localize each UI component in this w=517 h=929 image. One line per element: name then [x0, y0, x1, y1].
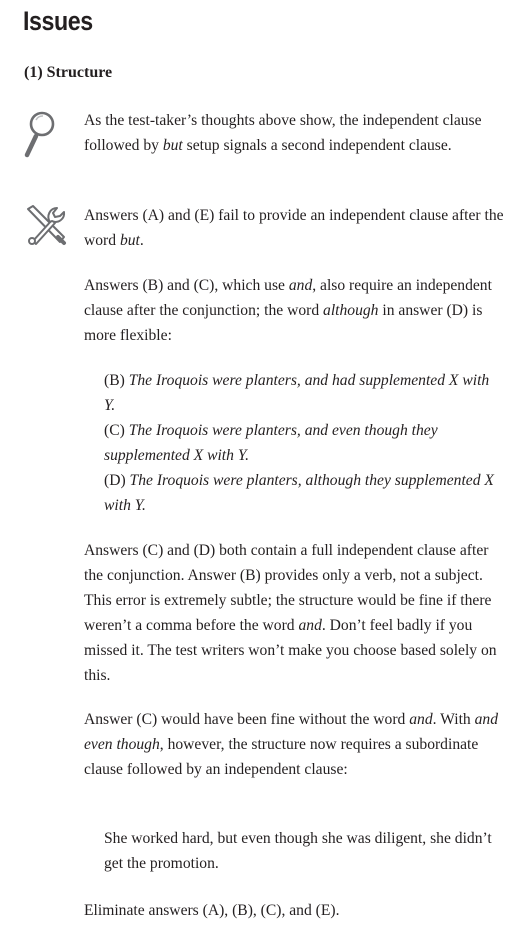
example-sentence: She worked hard, but even though she was diligent, she didn’t get the promotion.	[104, 830, 492, 872]
paragraph-eliminate-a-e: Answers (A) and (E) fail to provide an independent clause after the word but.	[84, 207, 504, 249]
tools-icon	[24, 203, 68, 247]
answer-options-list	[104, 368, 504, 518]
answer-option-b: (B) The Iroquois were planters, and had supplemented X with Y.	[104, 372, 490, 414]
section-title: (1) Structure	[24, 64, 113, 81]
conclusion: Eliminate answers (A), (B), (C), and (E).	[84, 902, 340, 919]
paragraph-analysis: Answers (C) and (D) both contain a full independent clause after the conjunction. Answer (B) provides only a verb, not a subject. This error is extremely subtle; the structure would be fine if there weren’t a comma before the word and. Don’t feel badly if you missed it. The test writers won’t make you choose based solely on this.	[84, 542, 497, 684]
answer-option-c: (C) The Iroquois were planters, and even though they supplemented X with Y.	[104, 422, 438, 464]
paragraph-and-requirement: Answers (B) and (C), which use and, also require an independent clause after the conjunction; the word although in answer (D) is more flexible:	[84, 277, 492, 344]
paragraph-answer-c: Answer (C) would have been fine without the word and. With and even though, however, the structure now requires a subordinate clause followed by an independent clause:	[84, 711, 498, 778]
magnifying-glass-icon	[22, 110, 60, 158]
paragraph-observation: As the test-taker’s thoughts above show, the independent clause followed by but setup signals a second independent clause.	[84, 112, 482, 154]
answer-option-d: (D) The Iroquois were planters, although they supplemented X with Y.	[104, 472, 494, 514]
page-heading: Issues	[23, 6, 93, 36]
